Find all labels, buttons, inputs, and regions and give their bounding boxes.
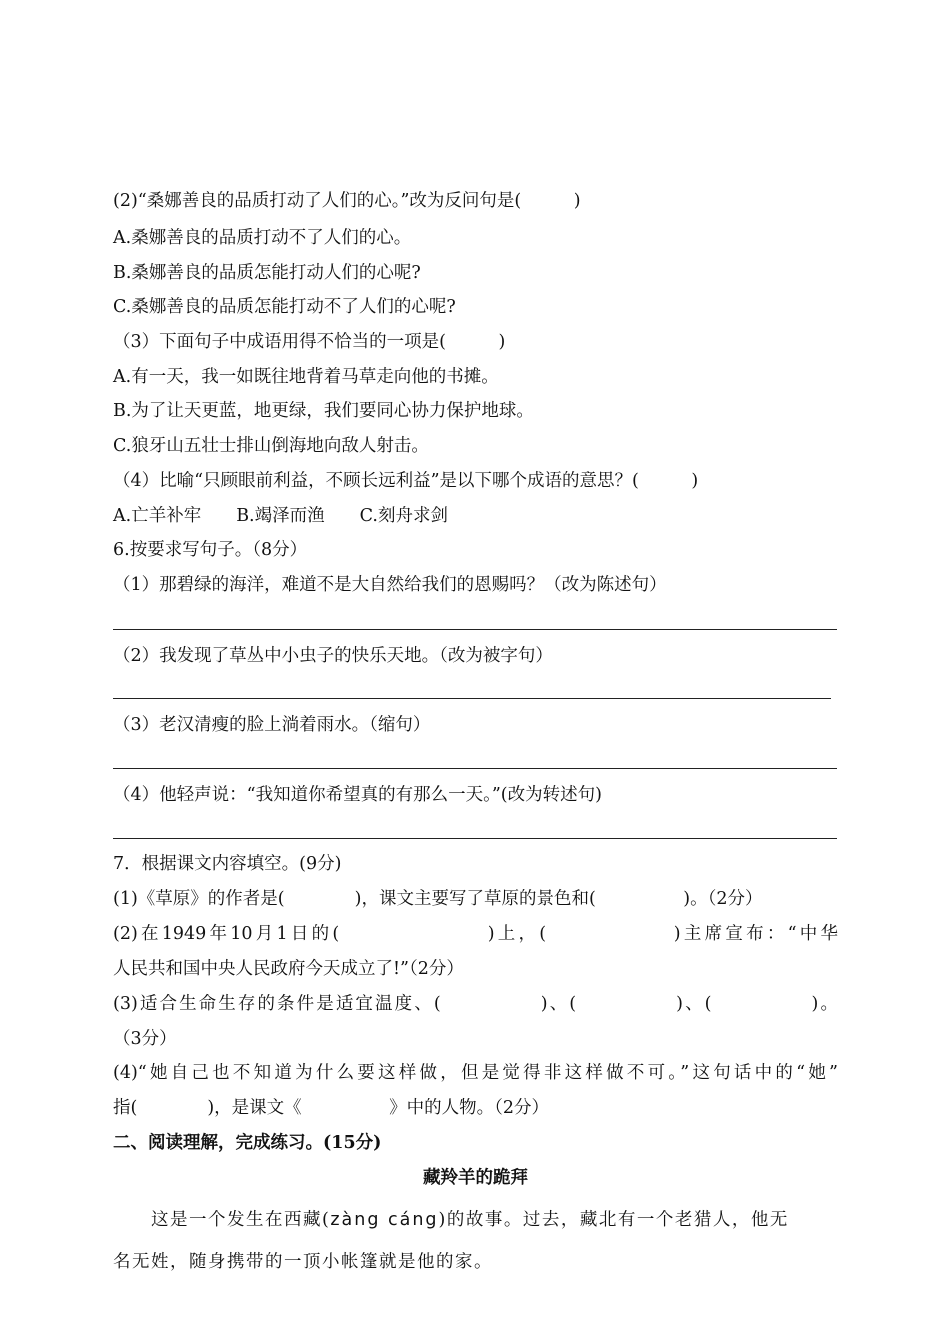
option-a: A.桑娜善良的品质打动不了人们的心。 (113, 228, 412, 248)
answer-line (113, 838, 837, 839)
question-7-4-cont: 指( )，是课文《 》中的人物。（2分） (113, 1098, 550, 1118)
question-5-2: (2)“桑娜善良的品质打动了人们的心。”改为反问句是( ) (113, 191, 581, 211)
question-7-1: (1)《草原》的作者是( )，课文主要写了草原的景色和( )。（2分） (113, 889, 763, 909)
story-text: 这是一个发生在西藏( (113, 1210, 331, 1230)
question-6-2: （2）我发现了草丛中小虫子的快乐天地。（改为被字句） (113, 646, 553, 666)
section-2-heading: 二、阅读理解，完成练习。(15分) (113, 1133, 382, 1153)
story-text: )的故事。过去，藏北有一个老猎人，他无 (438, 1210, 789, 1230)
story-paragraph-cont: 名无姓，随身携带的一顶小帐篷就是他的家。 (113, 1252, 493, 1272)
story-title: 藏羚羊的跪拜 (423, 1168, 528, 1188)
answer-line (113, 629, 837, 630)
answer-line (113, 768, 837, 769)
question-6-4: （4）他轻声说：“我知道你希望真的有那么一天。”(改为转述句) (113, 785, 602, 805)
option-c: C.狼牙山五壮士排山倒海地向敌人射击。 (113, 436, 429, 456)
question-6-heading: 6.按要求写句子。（8分） (113, 540, 308, 560)
answer-line (113, 698, 831, 699)
option-c: C.桑娜善良的品质怎能打动不了人们的心呢? (113, 297, 456, 317)
question-5-3: （3）下面句子中成语用得不恰当的一项是( ) (113, 332, 506, 352)
story-paragraph (113, 1208, 838, 1232)
question-5-4: （4）比喻“只顾眼前利益，不顾长远利益”是以下哪个成语的意思？( ) (113, 471, 699, 491)
question-7-3-cont: （3分） (113, 1029, 177, 1049)
question-7-2: (2)在1949年10月1日的( )上，( )主席宣布：“中华 (113, 924, 838, 944)
question-6-1: （1）那碧绿的海洋，难道不是大自然给我们的恩赐吗？（改为陈述句） (113, 575, 667, 595)
question-7-4: (4)“她自己也不知道为什么要这样做，但是觉得非这样做不可。”这句话中的“她” (113, 1063, 838, 1083)
option-b: B.为了让天更蓝，地更绿，我们要同心协力保护地球。 (113, 401, 534, 421)
question-7-3: (3)适合生命生存的条件是适宜温度、( )、( )、( )。 (113, 994, 838, 1014)
question-5-4-options: A.亡羊补牢 B.竭泽而渔 C.刻舟求剑 (113, 506, 448, 526)
option-a: A.有一天，我一如既往地背着马草走向他的书摊。 (113, 367, 499, 387)
question-7-heading: 7．根据课文内容填空。(9分) (113, 854, 342, 874)
question-7-2-cont: 人民共和国中央人民政府今天成立了!”（2分） (113, 959, 464, 979)
option-b: B.桑娜善良的品质怎能打动人们的心呢? (113, 263, 421, 283)
pinyin: zàng cáng (330, 1210, 439, 1230)
question-6-3: （3）老汉清瘦的脸上淌着雨水。（缩句） (113, 715, 431, 735)
